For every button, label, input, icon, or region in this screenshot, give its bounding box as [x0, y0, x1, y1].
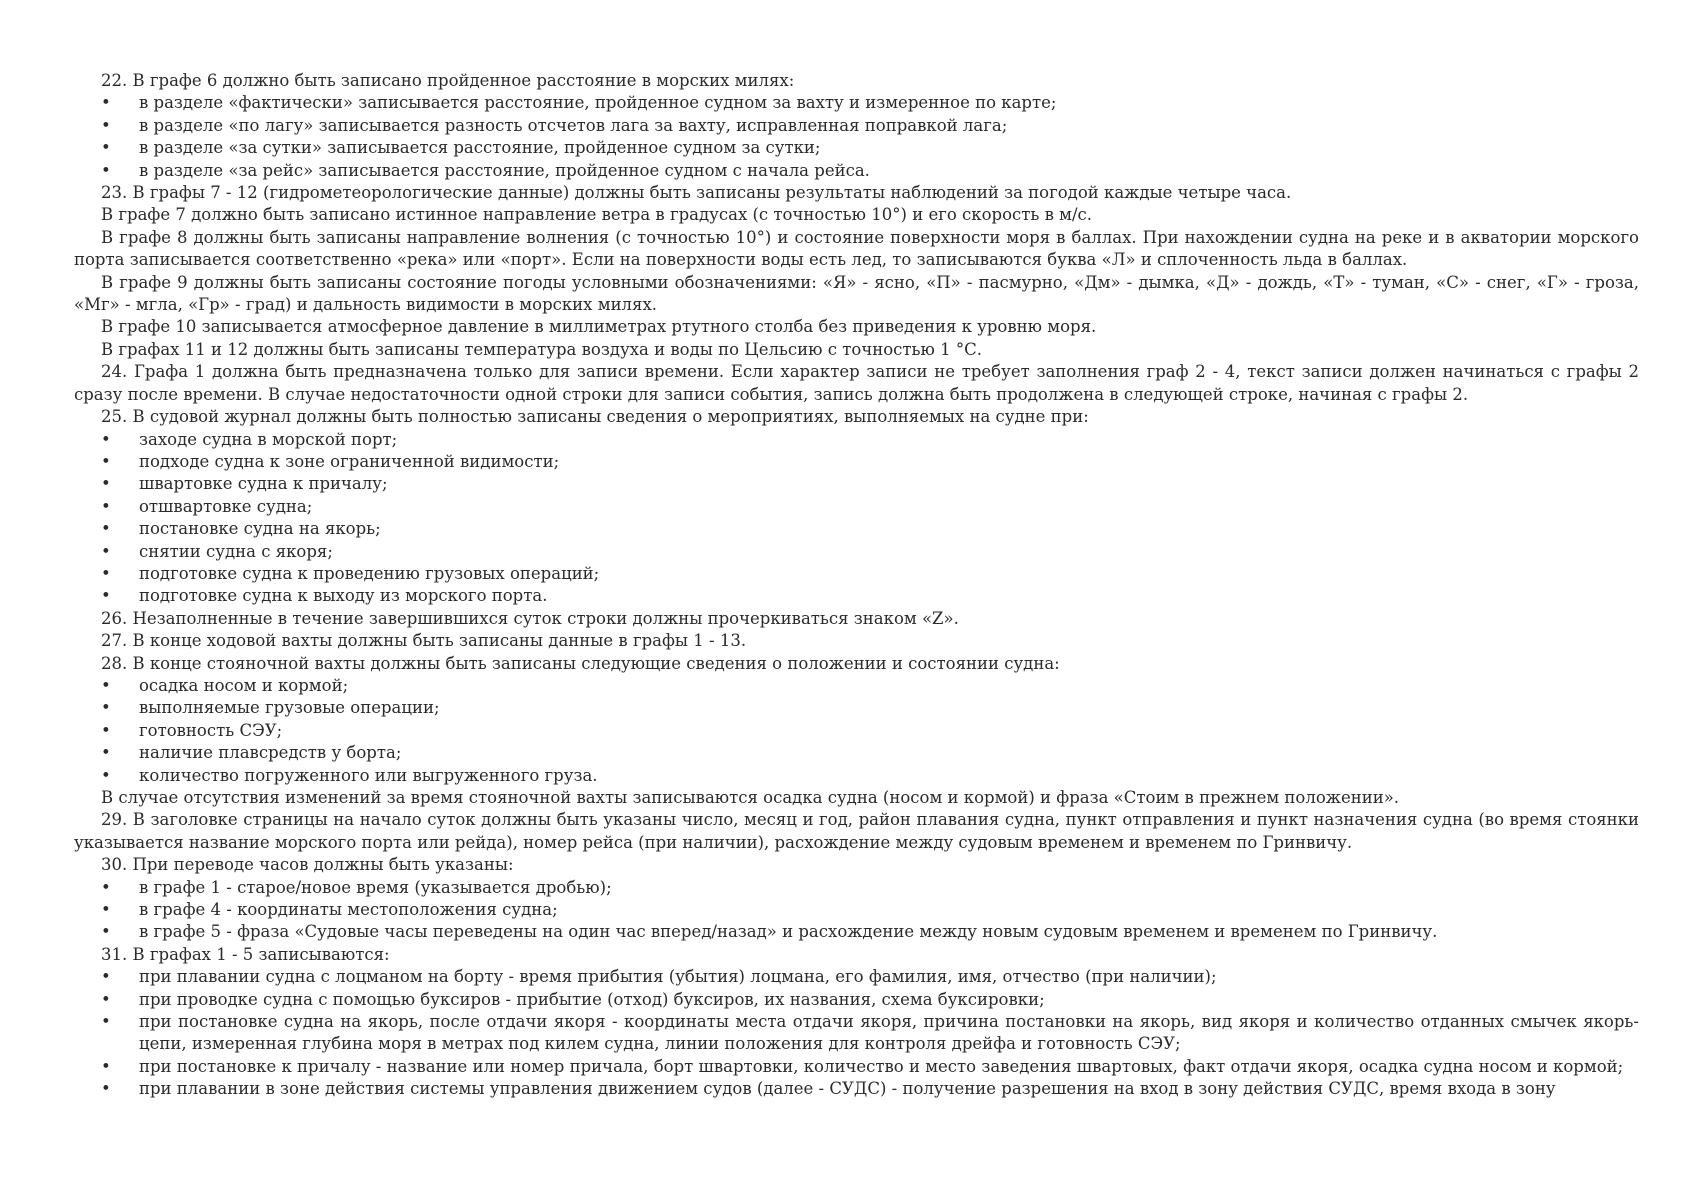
- list-item: [74, 518, 1639, 540]
- list-item-text: при плавании в зоне действия системы управления движением судов (далее - СУДС) - получение разрешения на вход в зону действия СУДС, время входа в зону: [139, 1079, 1556, 1099]
- bullet-icon: •: [101, 519, 111, 539]
- document-page: [74, 70, 1639, 1101]
- list-item: [74, 675, 1639, 697]
- paragraph: 25. В судовой журнал должны быть полностью записаны сведения о мероприятиях, выполняемых на судне при:: [101, 407, 1089, 427]
- bullet-icon: •: [101, 922, 111, 942]
- list-item-text: осадка носом и кормой;: [139, 675, 349, 695]
- bullet-icon: •: [101, 698, 111, 718]
- list-item: [74, 877, 1639, 899]
- list-item-text: снятии судна с якоря;: [139, 541, 333, 561]
- list-item: [74, 1056, 1639, 1078]
- list-item-text: подготовке судна к выходу из морского порта.: [139, 586, 548, 606]
- bullet-icon: •: [101, 1056, 111, 1076]
- list-item-text: в разделе «за сутки» записывается расстояние, пройденное судном за сутки;: [139, 138, 821, 158]
- bullet-icon: •: [101, 451, 111, 471]
- list-item-text: в разделе «фактически» записывается расстояние, пройденное судном за вахту и измеренное по карте;: [139, 93, 1057, 113]
- bullet-icon: •: [101, 429, 111, 449]
- list-item: [74, 473, 1639, 495]
- list-item: [74, 989, 1639, 1011]
- bullet-icon: •: [101, 160, 111, 180]
- list-item-text: при плавании судна с лоцманом на борту - время прибытия (убытия) лоцмана, его фамилия, имя, отчество (при наличии);: [139, 967, 1217, 987]
- paragraph: 26. Незаполненные в течение завершившихся суток строки должны прочеркиваться знаком «Z».: [101, 608, 959, 628]
- bullet-icon: •: [101, 115, 111, 135]
- bullet-icon: •: [101, 563, 111, 583]
- bullet-icon: •: [101, 743, 111, 763]
- list-item-text: постановке судна на якорь;: [139, 519, 381, 539]
- list-item-text: в разделе «за рейс» записывается расстояние, пройденное судном с начала рейса.: [139, 160, 870, 180]
- paragraph: 23. В графы 7 - 12 (гидрометеорологические данные) должны быть записаны результаты наблюдений за погодой каждые четыре часа.: [101, 183, 1292, 203]
- list-item-text: при проводке судна с помощью буксиров - прибытие (отход) буксиров, их названия, схема буксировки;: [139, 989, 1045, 1009]
- list-item: [74, 697, 1639, 719]
- paragraph: В графе 10 записывается атмосферное давление в миллиметрах ртутного столба без приведения к уровню моря.: [101, 317, 1097, 337]
- list-item: [74, 1011, 1639, 1056]
- list-item-text: количество погруженного или выгруженного груза.: [139, 765, 598, 785]
- bullet-icon: •: [101, 877, 111, 897]
- paragraph: В случае отсутствия изменений за время стояночной вахты записываются осадка судна (носом и кормой) и фраза «Стоим в прежнем положении».: [101, 788, 1400, 807]
- paragraph: В графе 9 должны быть записаны состояние погоды условными обозначениями: «Я» - ясно, «П» - пасмурно, «Дм» - дымка, «Д» - дождь, «Т» - туман, «С» - снег, «Г» - гроза, «Мг» - мгла, «Гр» - град) и дальность видимости в морских милях.: [74, 272, 1639, 315]
- paragraph: В графе 8 должны быть записаны направление волнения (с точностью 10°) и состояние поверхности моря в баллах. При нахождении судна на реке и в акватории морского порта записывается соответственно «река» или «порт». Если на поверхности воды есть лед, то записываются буква «Л» и сплоченность льда в баллах.: [74, 227, 1639, 270]
- list-item-text: подготовке судна к проведению грузовых операций;: [139, 563, 600, 583]
- bullet-icon: •: [101, 967, 111, 987]
- paragraph: 22. В графе 6 должно быть записано пройденное расстояние в морских милях:: [101, 71, 795, 90]
- bullet-icon: •: [101, 138, 111, 158]
- bullet-icon: •: [101, 586, 111, 606]
- paragraph: В графах 11 и 12 должны быть записаны температура воздуха и воды по Цельсию с точностью 1 °С.: [101, 339, 982, 359]
- list-item: [74, 115, 1639, 137]
- bullet-icon: •: [101, 675, 111, 695]
- list-item: [74, 429, 1639, 451]
- paragraph: 31. В графах 1 - 5 записываются:: [101, 944, 390, 964]
- bullet-icon: •: [101, 900, 111, 920]
- bullet-icon: •: [101, 474, 111, 494]
- list-item-text: наличие плавсредств у борта;: [139, 743, 402, 763]
- list-item-text: заходе судна в морской порт;: [139, 429, 398, 449]
- paragraph: 30. При переводе часов должны быть указаны:: [101, 855, 514, 875]
- bullet-icon: •: [101, 1079, 111, 1099]
- list-item-text: при постановке к причалу - название или номер причала, борт швартовки, количество и место заведения швартовых, факт отдачи якоря, осадка судна носом и кормой;: [139, 1056, 1624, 1076]
- list-item: [74, 160, 1639, 182]
- bullet-icon: •: [101, 1012, 111, 1032]
- list-item: [74, 720, 1639, 742]
- bullet-icon: •: [101, 720, 111, 740]
- list-item: [74, 966, 1639, 988]
- bullet-icon: •: [101, 989, 111, 1009]
- paragraph: 28. В конце стояночной вахты должны быть записаны следующие сведения о положении и состоянии судна:: [101, 653, 1060, 673]
- list-item-text: готовность СЭУ;: [139, 720, 283, 740]
- list-item: [74, 451, 1639, 473]
- list-item: [74, 921, 1639, 943]
- list-item-text: в графе 5 - фраза «Судовые часы переведены на один час вперед/назад» и расхождение между новым судовым временем и временем по Гринвичу.: [139, 922, 1438, 942]
- bullet-icon: •: [101, 93, 111, 113]
- list-item: [74, 899, 1639, 921]
- list-item: [74, 742, 1639, 764]
- bullet-icon: •: [101, 496, 111, 516]
- list-item-text: подходе судна к зоне ограниченной видимости;: [139, 451, 560, 471]
- list-item: [74, 585, 1639, 607]
- list-item: [74, 137, 1639, 159]
- paragraph: 29. В заголовке страницы на начало суток должны быть указаны число, месяц и год, район плавания судна, пункт отправления и пункт назначения судна (во время стоянки указывается название морского порта или рейда), номер рейса (при наличии), расхождение между судовым временем и временем по Гринвичу.: [74, 810, 1639, 852]
- bullet-icon: •: [101, 541, 111, 561]
- paragraph: В графе 7 должно быть записано истинное направление ветра в градусах (с точностью 10°) и его скорость в м/с.: [101, 205, 1093, 225]
- list-item: [74, 496, 1639, 518]
- list-item: [74, 563, 1639, 585]
- list-item: [74, 541, 1639, 563]
- list-item-text: выполняемые грузовые операции;: [139, 698, 440, 718]
- list-item-text: в графе 1 - старое/новое время (указывается дробью);: [139, 877, 612, 897]
- list-item: [74, 765, 1639, 787]
- list-item-text: в графе 4 - координаты местоположения судна;: [139, 900, 558, 920]
- list-item-text: отшвартовке судна;: [139, 496, 313, 516]
- list-item-text: при постановке судна на якорь, после отдачи якоря - координаты места отдачи якоря, причина постановки на якорь, вид якоря и количество отданных смычек якорь-цепи, измеренная глубина моря в метрах под килем судна, линии положения для контроля дрейфа и готовность СЭУ;: [139, 1012, 1639, 1054]
- list-item-text: в разделе «по лагу» записывается разность отсчетов лага за вахту, исправленная поправкой лага;: [139, 115, 1008, 135]
- paragraph: 24. Графа 1 должна быть предназначена только для записи времени. Если характер записи не требует заполнения граф 2 - 4, текст записи должен начинаться с графы 2 сразу после времени. В случае недостаточности одной строки для записи события, запись должна быть продолжена в следующей строке, начиная с графы 2.: [74, 362, 1639, 404]
- list-item: [74, 92, 1639, 114]
- list-item-text: швартовке судна к причалу;: [139, 474, 388, 494]
- bullet-icon: •: [101, 765, 111, 785]
- list-item: [74, 1078, 1639, 1100]
- paragraph: 27. В конце ходовой вахты должны быть записаны данные в графы 1 - 13.: [101, 631, 747, 651]
